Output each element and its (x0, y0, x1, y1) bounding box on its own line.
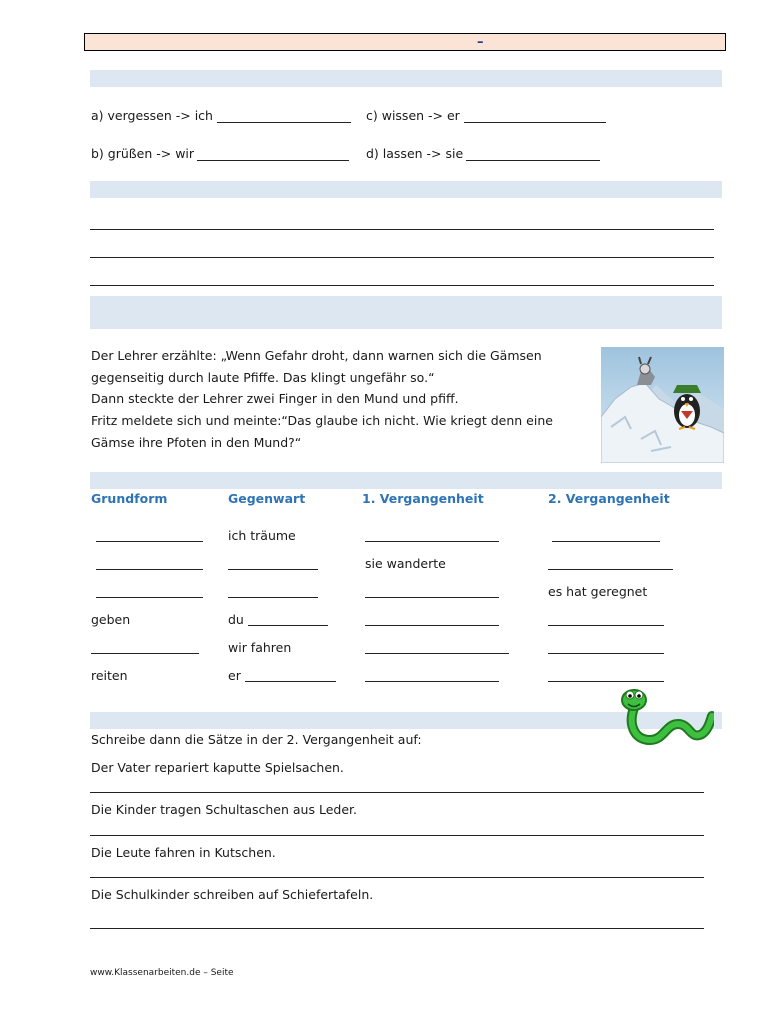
story-line: Gämse ihre Pfoten in den Mund?“ (91, 435, 302, 450)
table-cell: du (228, 612, 244, 627)
table-blank[interactable] (245, 681, 336, 682)
writing-line[interactable] (90, 792, 704, 793)
writing-line[interactable] (90, 928, 704, 929)
story-line: Fritz meldete sich und meinte:“Das glaube ich nicht. Wie kriegt denn eine (91, 413, 553, 428)
table-blank[interactable] (365, 625, 499, 626)
writing-line[interactable] (90, 877, 704, 878)
exercise-item-d: d) lassen -> sie (366, 146, 464, 161)
table-header-vergangenheit-1: 1. Vergangenheit (362, 491, 484, 506)
exercise-item-a: a) vergessen -> ich (91, 108, 213, 123)
table-blank[interactable] (548, 681, 664, 682)
title-text: – (477, 35, 484, 50)
title-box (84, 33, 726, 51)
table-blank[interactable] (552, 541, 660, 542)
table-blank[interactable] (548, 625, 664, 626)
table-cell: es hat geregnet (548, 584, 648, 599)
section-band-3 (90, 296, 722, 329)
sentence-item: Die Leute fahren in Kutschen. (91, 845, 276, 860)
table-cell: wir fahren (228, 640, 292, 655)
snake-illustration (620, 684, 714, 748)
table-cell: ich träume (228, 528, 296, 543)
table-header-gegenwart: Gegenwart (228, 491, 306, 506)
exercise-item-c: c) wissen -> er (366, 108, 460, 123)
section-band-1 (90, 70, 722, 87)
table-blank[interactable] (365, 597, 499, 598)
table-blank[interactable] (96, 569, 203, 570)
answer-line-a[interactable] (217, 122, 351, 123)
table-blank[interactable] (96, 597, 203, 598)
table-cell: sie wanderte (365, 556, 446, 571)
answer-line-b[interactable] (197, 160, 349, 161)
sentence-item: Die Schulkinder schreiben auf Schiefertafeln. (91, 887, 374, 902)
table-header-vergangenheit-2: 2. Vergangenheit (548, 491, 670, 506)
table-blank[interactable] (91, 653, 199, 654)
table-cell: geben (91, 612, 131, 627)
table-blank[interactable] (365, 681, 499, 682)
sentence-item: Die Kinder tragen Schultaschen aus Leder. (91, 802, 357, 817)
writing-line[interactable] (90, 285, 714, 286)
exercise-item-b: b) grüßen -> wir (91, 146, 195, 161)
story-line: Der Lehrer erzählte: „Wenn Gefahr droht, dann warnen sich die Gämsen (91, 348, 542, 363)
sentence-item: Der Vater repariert kaputte Spielsachen. (91, 760, 344, 775)
table-blank[interactable] (248, 625, 328, 626)
story-line: Dann steckte der Lehrer zwei Finger in den Mund und pfiff. (91, 391, 459, 406)
answer-line-d[interactable] (466, 160, 600, 161)
table-cell: reiten (91, 668, 128, 683)
table-blank[interactable] (548, 653, 664, 654)
section-band-4 (90, 472, 722, 489)
table-blank[interactable] (365, 653, 509, 654)
table-blank[interactable] (365, 541, 499, 542)
table-header-grundform: Grundform (91, 491, 168, 506)
table-blank[interactable] (548, 569, 673, 570)
writing-line[interactable] (90, 835, 704, 836)
writing-line[interactable] (90, 229, 714, 230)
table-blank[interactable] (228, 569, 318, 570)
writing-line[interactable] (90, 257, 714, 258)
mountain-illustration (601, 347, 724, 463)
story-line: gegenseitig durch laute Pfiffe. Das klingt ungefähr so.“ (91, 370, 435, 385)
answer-line-c[interactable] (464, 122, 606, 123)
table-blank[interactable] (96, 541, 203, 542)
section-band-2 (90, 181, 722, 198)
table-cell: er (228, 668, 241, 683)
sentences-instruction: Schreibe dann die Sätze in der 2. Vergangenheit auf: (91, 732, 422, 747)
footer-text: www.Klassenarbeiten.de – Seite (90, 968, 234, 978)
table-blank[interactable] (228, 597, 318, 598)
